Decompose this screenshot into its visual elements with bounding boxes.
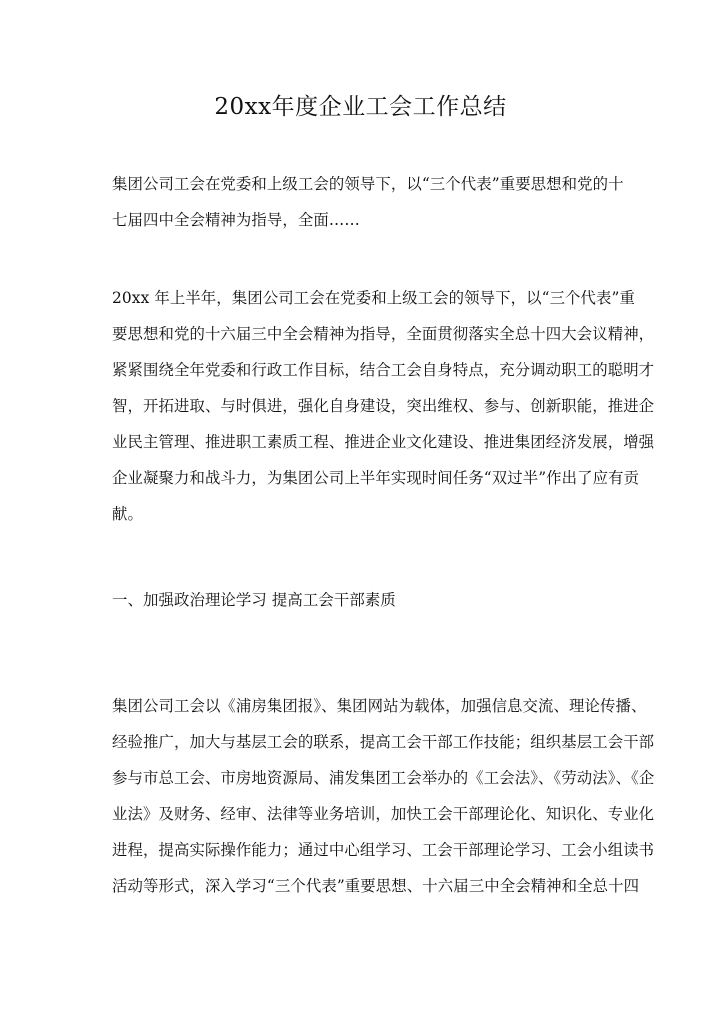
paragraph-line: 要思想和党的十六届三中全会精神为指导，全面贯彻落实全总十四大会议精神， [112, 325, 655, 343]
paragraph-line: 献。 [112, 505, 143, 523]
paragraph-line: 活动等形式，深入学习“三个代表”重要思想、十六届三中全会精神和全总十四 [112, 877, 640, 895]
paragraph-line: 20xx 年上半年，集团公司工会在党委和上级工会的领导下，以“三个代表”重 [112, 289, 635, 307]
paragraph-line: 进程，提高实际操作能力；通过中心组学习、工会干部理论学习、工会小组读书 [112, 841, 655, 859]
paragraph-line: 经验推广，加大与基层工会的联系，提高工会干部工作技能；组织基层工会干部 [112, 733, 655, 751]
document-title: 20xx年度企业工会工作总结 [214, 94, 507, 120]
paragraph-line: 参与市总工会、市房地资源局、浦发集团工会举办的《工会法》、《劳动法》、《企 [112, 769, 655, 787]
paragraph-line: 七届四中全会精神为指导，全面…… [112, 211, 360, 229]
paragraph-line: 集团公司工会在党委和上级工会的领导下，以“三个代表”重要思想和党的十 [112, 175, 624, 193]
paragraph-line: 集团公司工会以《浦房集团报》、集团网站为载体，加强信息交流、理论传播、 [112, 697, 647, 715]
section-heading: 一、加强政治理论学习 提高工会干部素质 [112, 591, 396, 609]
paragraph-line: 智，开拓进取、与时俱进，强化自身建设，突出维权、参与、创新职能，推进企 [112, 397, 655, 415]
paragraph-line: 业法》及财务、经审、法律等业务培训，加快工会干部理论化、知识化、专业化 [112, 805, 655, 823]
paragraph-line: 企业凝聚力和战斗力，为集团公司上半年实现时间任务“双过半”作出了应有贡 [112, 469, 640, 487]
paragraph-line: 业民主管理、推进职工素质工程、推进企业文化建设、推进集团经济发展，增强 [112, 433, 655, 451]
paragraph-line: 紧紧围绕全年党委和行政工作目标，结合工会自身特点，充分调动职工的聪明才 [112, 361, 655, 379]
